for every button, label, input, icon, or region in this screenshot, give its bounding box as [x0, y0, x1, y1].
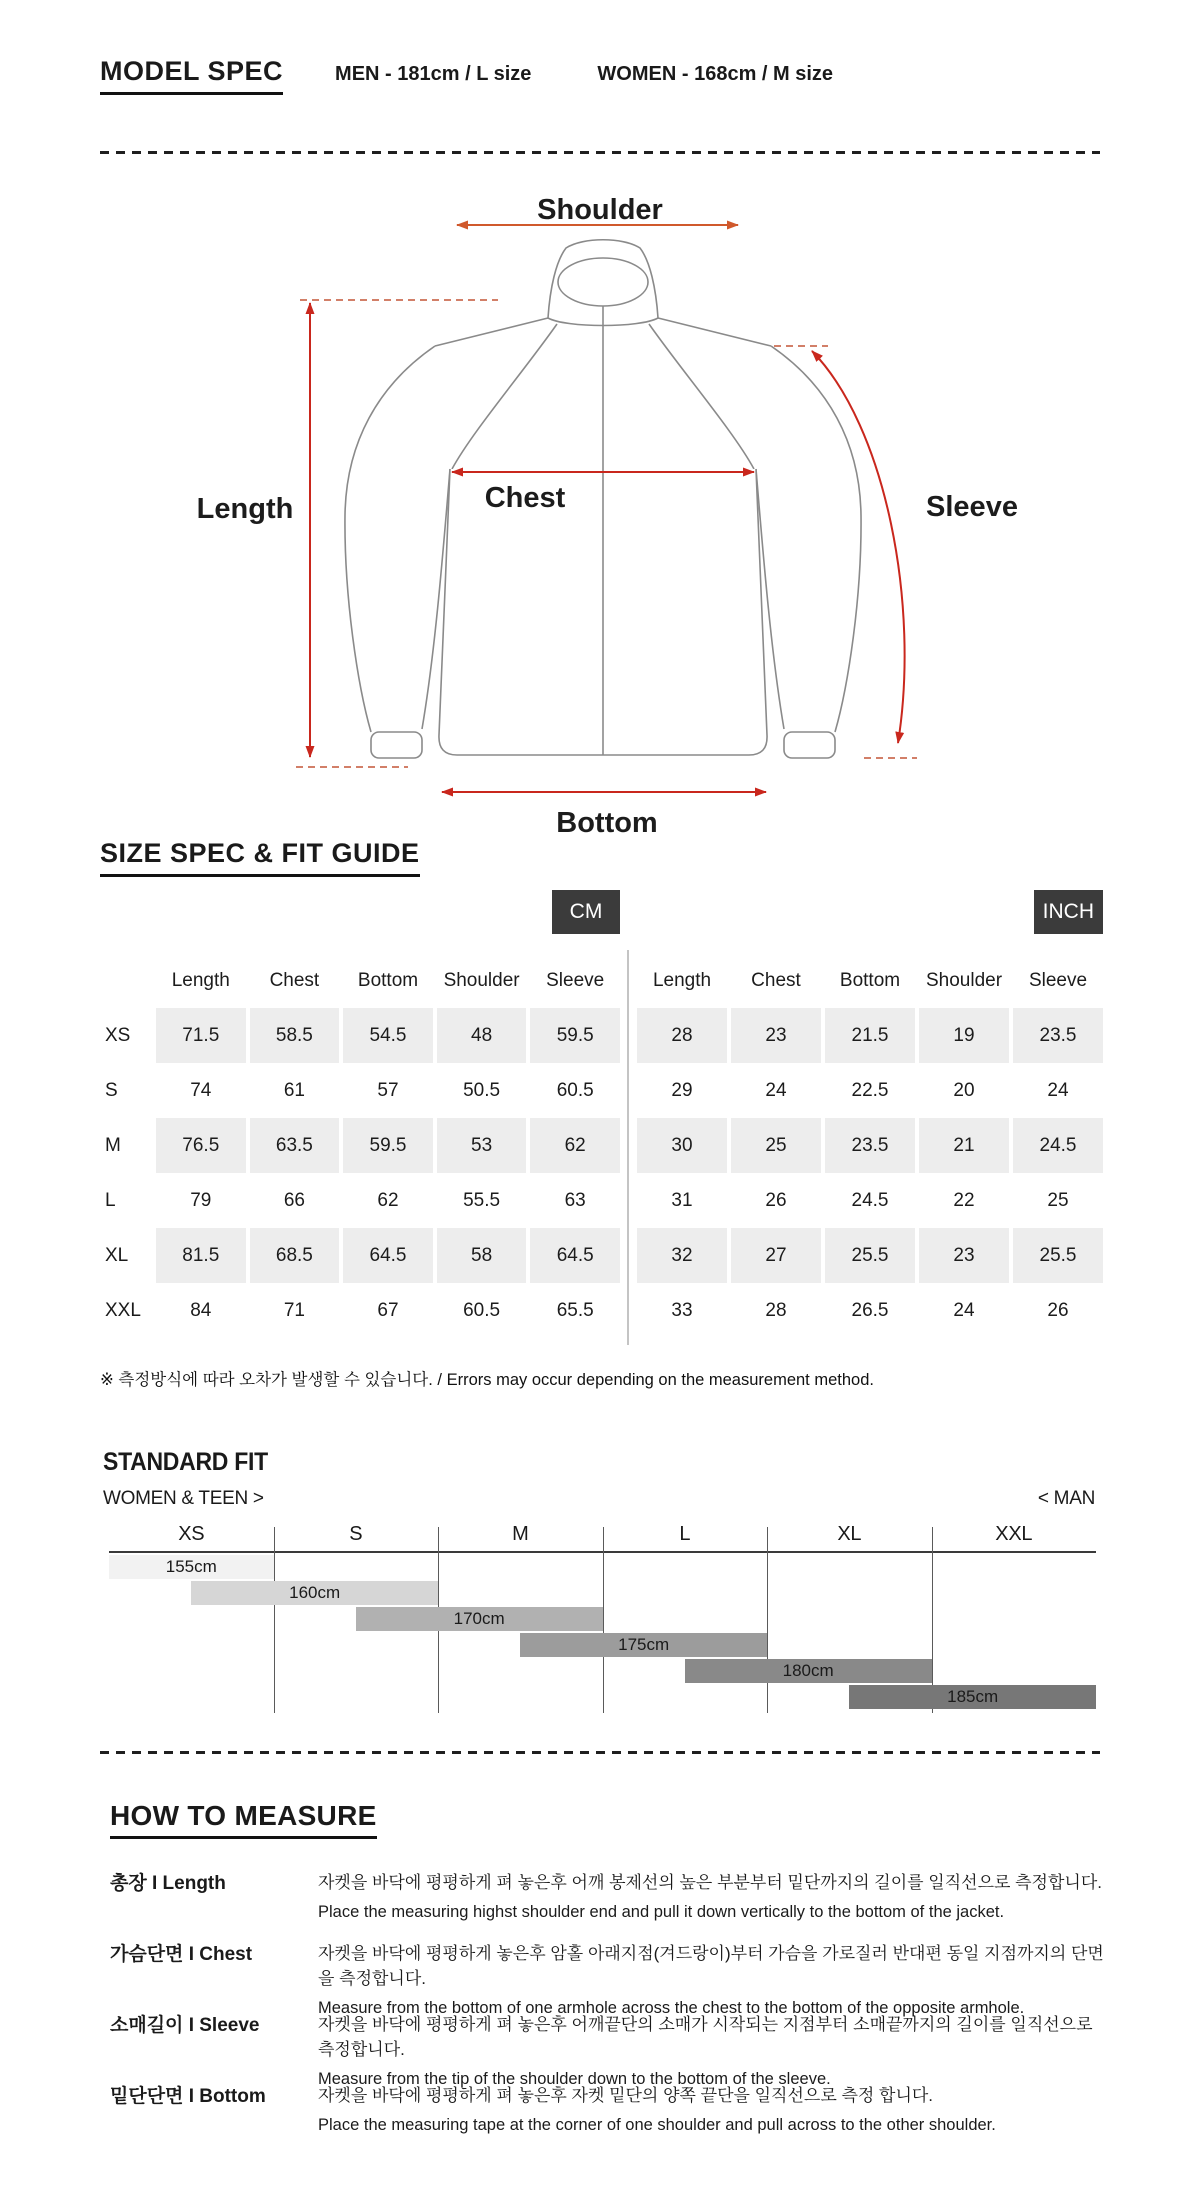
fit-bar: 185cm [849, 1685, 1096, 1709]
cm-table [100, 890, 620, 1338]
spec-cell: 64.5 [530, 1228, 620, 1283]
spec-cell: 55.5 [463, 1189, 501, 1211]
measure-description [318, 2081, 1110, 2152]
spec-row [100, 1008, 620, 1063]
spec-row [637, 1118, 1103, 1173]
measure-desc-korean: 자켓을 바닥에 평평하게 펴 놓은후 어깨끝단의 소매가 시작되는 지점부터 소매끝까지의 길이를 일직선으로 측정합니다. [318, 2015, 1093, 2059]
spec-cell: 63 [564, 1189, 586, 1211]
standard-fit-chart [109, 1523, 1096, 1718]
spec-cell: 74 [190, 1079, 212, 1101]
spec-col-header: Bottom [357, 970, 419, 991]
spec-col-header: Chest [269, 970, 320, 991]
fit-size-header: XL [837, 1523, 862, 1545]
fit-column-line [274, 1527, 275, 1713]
spec-cell: 48 [437, 1008, 527, 1063]
spec-cell: 71 [283, 1299, 305, 1321]
cm-unit-badge: CM [552, 890, 620, 934]
spec-cell: 58.5 [250, 1008, 340, 1063]
spec-cell: 26.5 [851, 1299, 889, 1321]
spec-cell: 67 [377, 1299, 399, 1321]
spec-row [100, 1228, 620, 1283]
spec-row [637, 1008, 1103, 1063]
spec-cell: 19 [919, 1008, 1009, 1063]
size-spec-title: SIZE SPEC & FIT GUIDE [100, 838, 420, 877]
sleeve-arrow [812, 351, 905, 743]
spec-col-header: Sleeve [546, 970, 605, 991]
dashed-divider-top [100, 151, 1100, 154]
spec-col-header: Chest [751, 970, 801, 991]
measure-desc-korean: 자켓을 바닥에 평평하게 놓은후 암홀 아래지점(겨드랑이)부터 가슴을 가로질러 반대편 동일 지점까지의 단면을 측정합니다. [318, 1944, 1104, 1988]
spec-cell: 84 [190, 1299, 212, 1321]
page-title: MODEL SPEC [100, 56, 283, 95]
left-raglan-seam [452, 324, 557, 469]
spec-cell: 23 [919, 1228, 1009, 1283]
fit-size-header: L [679, 1523, 691, 1545]
inch-table [637, 890, 1103, 1338]
spec-row [637, 1173, 1103, 1228]
left-cuff [371, 732, 422, 758]
spec-cell: 26 [1047, 1299, 1069, 1321]
collar-inner [558, 258, 648, 306]
spec-cell: 79 [190, 1189, 212, 1211]
size-label: XS [105, 1024, 131, 1046]
spec-cell: 62 [377, 1189, 399, 1211]
spec-header-row [637, 954, 1103, 1008]
how-to-measure-rows [110, 1868, 1110, 2152]
spec-header-row [100, 954, 620, 1008]
measure-row [110, 1939, 1110, 2017]
measure-description [318, 2010, 1110, 2089]
standard-fit-subrow [103, 1488, 1095, 1510]
fit-column-line [767, 1527, 768, 1713]
measure-label: 소매길이 I Sleeve [110, 2015, 260, 2036]
size-label: M [105, 1134, 121, 1156]
inch-unit-badge: INCH [1034, 890, 1103, 934]
spec-cell: 58 [437, 1228, 527, 1283]
left-shoulder-line [435, 318, 548, 346]
spec-cell: 23.5 [1013, 1008, 1103, 1063]
spec-cell: 20 [953, 1079, 975, 1101]
size-label: XL [105, 1244, 129, 1266]
measure-row [110, 2010, 1110, 2088]
bottom-label: Bottom [556, 807, 658, 839]
fit-bar: 180cm [685, 1659, 932, 1683]
spec-cell: 28 [637, 1008, 727, 1063]
model-spec-men: MEN - 181cm / L size [335, 63, 532, 85]
spec-cell: 57 [377, 1079, 399, 1101]
fit-size-header: S [349, 1523, 363, 1545]
spec-col-header: Shoulder [925, 970, 1003, 991]
sleeve-label: Sleeve [926, 491, 1018, 523]
fit-size-header: XXL [995, 1523, 1033, 1545]
spec-cell: 25 [1047, 1189, 1069, 1211]
spec-cell: 65.5 [556, 1299, 594, 1321]
fit-bar: 170cm [356, 1607, 603, 1631]
spec-cell: 24 [1047, 1079, 1069, 1101]
spec-row [637, 1228, 1103, 1283]
spec-cell: 22 [953, 1189, 975, 1211]
spec-cell: 32 [637, 1228, 727, 1283]
measure-desc-english: Measure from the bottom of one armhole across the chest to the bottom of the opposite armhole. [318, 1999, 1025, 2017]
measure-desc-english: Measure from the tip of the shoulder down to the bottom of the sleeve. [318, 2070, 831, 2088]
spec-cell: 71.5 [156, 1008, 246, 1063]
spec-cell: 21 [919, 1118, 1009, 1173]
measure-desc-korean: 자켓을 바닥에 평평하게 펴 놓은후 자켓 밑단의 양쪽 끝단을 일직선으로 측정 합니다. [318, 2086, 934, 2105]
spec-cell: 25.5 [825, 1228, 915, 1283]
man-label: < MAN [1037, 1488, 1095, 1509]
measure-desc-english: Place the measuring highst shoulder end and pull it down vertically to the bottom of the jacket. [318, 1903, 1005, 1921]
measure-label: 밑단단면 I Bottom [110, 2086, 266, 2107]
spec-row [637, 1063, 1103, 1118]
spec-row [100, 1173, 620, 1228]
spec-cell: 23 [731, 1008, 821, 1063]
measure-row [110, 1868, 1110, 1939]
spec-col-header: Length [171, 970, 230, 991]
spec-cell: 24.5 [1013, 1118, 1103, 1173]
jacket-measure-diagram [100, 185, 1100, 845]
measure-label: 가슴단면 I Chest [110, 1944, 253, 1965]
fit-bar: 160cm [191, 1581, 438, 1605]
table-divider-line [627, 950, 629, 1345]
spec-cell: 24 [953, 1299, 975, 1321]
shoulder-label: Shoulder [537, 194, 663, 226]
length-label: Length [196, 493, 294, 525]
fit-size-header: XS [178, 1523, 205, 1545]
spec-cell: 59.5 [343, 1118, 433, 1173]
spec-cell: 68.5 [250, 1228, 340, 1283]
spec-cell: 24.5 [851, 1189, 889, 1211]
spec-cell: 25 [731, 1118, 821, 1173]
spec-col-header: Length [652, 970, 712, 991]
right-raglan-seam [649, 324, 754, 469]
right-cuff [784, 732, 835, 758]
measure-desc-english: Place the measuring tape at the corner of one shoulder and pull across to the other shoulder. [318, 2116, 996, 2134]
spec-cell: 31 [671, 1189, 693, 1211]
fit-column-line [603, 1527, 604, 1713]
chest-label: Chest [484, 482, 566, 514]
inch-size-table [637, 954, 1103, 1338]
spec-cell: 63.5 [250, 1118, 340, 1173]
cm-size-table [100, 954, 620, 1338]
spec-row [637, 1283, 1103, 1338]
spec-col-header: Shoulder [443, 970, 520, 991]
spec-cell: 29 [671, 1079, 693, 1101]
spec-cell: 22.5 [851, 1079, 889, 1101]
measure-description [318, 1939, 1110, 2018]
right-sleeve-outer [771, 346, 861, 732]
spec-cell: 59.5 [530, 1008, 620, 1063]
spec-cell: 64.5 [343, 1228, 433, 1283]
spec-cell: 28 [765, 1299, 787, 1321]
spec-cell: 30 [637, 1118, 727, 1173]
spec-cell: 60.5 [463, 1299, 501, 1321]
spec-cell: 27 [731, 1228, 821, 1283]
spec-cell: 50.5 [463, 1079, 501, 1101]
measure-description [318, 1868, 1110, 1939]
model-spec-header [100, 56, 833, 95]
dashed-divider-bottom [100, 1751, 1100, 1754]
fit-bar: 175cm [520, 1633, 767, 1657]
measure-row [110, 2081, 1110, 2152]
spec-cell: 53 [437, 1118, 527, 1173]
spec-cell: 76.5 [156, 1118, 246, 1173]
fit-size-header: M [512, 1523, 529, 1545]
spec-cell: 60.5 [556, 1079, 594, 1101]
spec-cell: 61 [283, 1079, 305, 1101]
spec-cell: 81.5 [156, 1228, 246, 1283]
women-teen-label: WOMEN & TEEN > [103, 1488, 264, 1509]
spec-cell: 24 [765, 1079, 787, 1101]
spec-cell: 26 [765, 1189, 787, 1211]
spec-cell: 66 [283, 1189, 305, 1211]
left-sleeve-outer [345, 346, 435, 732]
spec-row [100, 1118, 620, 1173]
jacket-outline [345, 240, 861, 758]
spec-col-header: Bottom [839, 970, 901, 991]
size-label: XXL [105, 1299, 141, 1321]
model-spec-women: WOMEN - 168cm / M size [597, 63, 834, 85]
measurement-note: ※ 측정방식에 따라 오차가 발생할 수 있습니다. / Errors may occur depending on the measurement method. [100, 1371, 874, 1389]
fit-bar: 155cm [109, 1555, 274, 1579]
spec-cell: 54.5 [343, 1008, 433, 1063]
spec-cell: 21.5 [825, 1008, 915, 1063]
how-to-measure-title: HOW TO MEASURE [110, 1800, 377, 1839]
measure-label: 총장 I Length [110, 1873, 226, 1894]
standard-fit-title: STANDARD FIT [103, 1448, 268, 1476]
spec-cell: 62 [530, 1118, 620, 1173]
right-shoulder-line [658, 318, 771, 346]
spec-cell: 25.5 [1013, 1228, 1103, 1283]
spec-row [100, 1063, 620, 1118]
measure-desc-korean: 자켓을 바닥에 평평하게 펴 놓은후 어깨 봉제선의 높은 부분부터 밑단까지의 길이를 일직선으로 측정합니다. [318, 1873, 1102, 1892]
size-label: S [105, 1079, 118, 1101]
spec-cell: 33 [671, 1299, 693, 1321]
spec-col-header: Sleeve [1028, 970, 1088, 991]
spec-row [100, 1283, 620, 1338]
spec-corner [100, 954, 152, 1008]
spec-cell: 23.5 [825, 1118, 915, 1173]
size-label: L [105, 1189, 116, 1211]
